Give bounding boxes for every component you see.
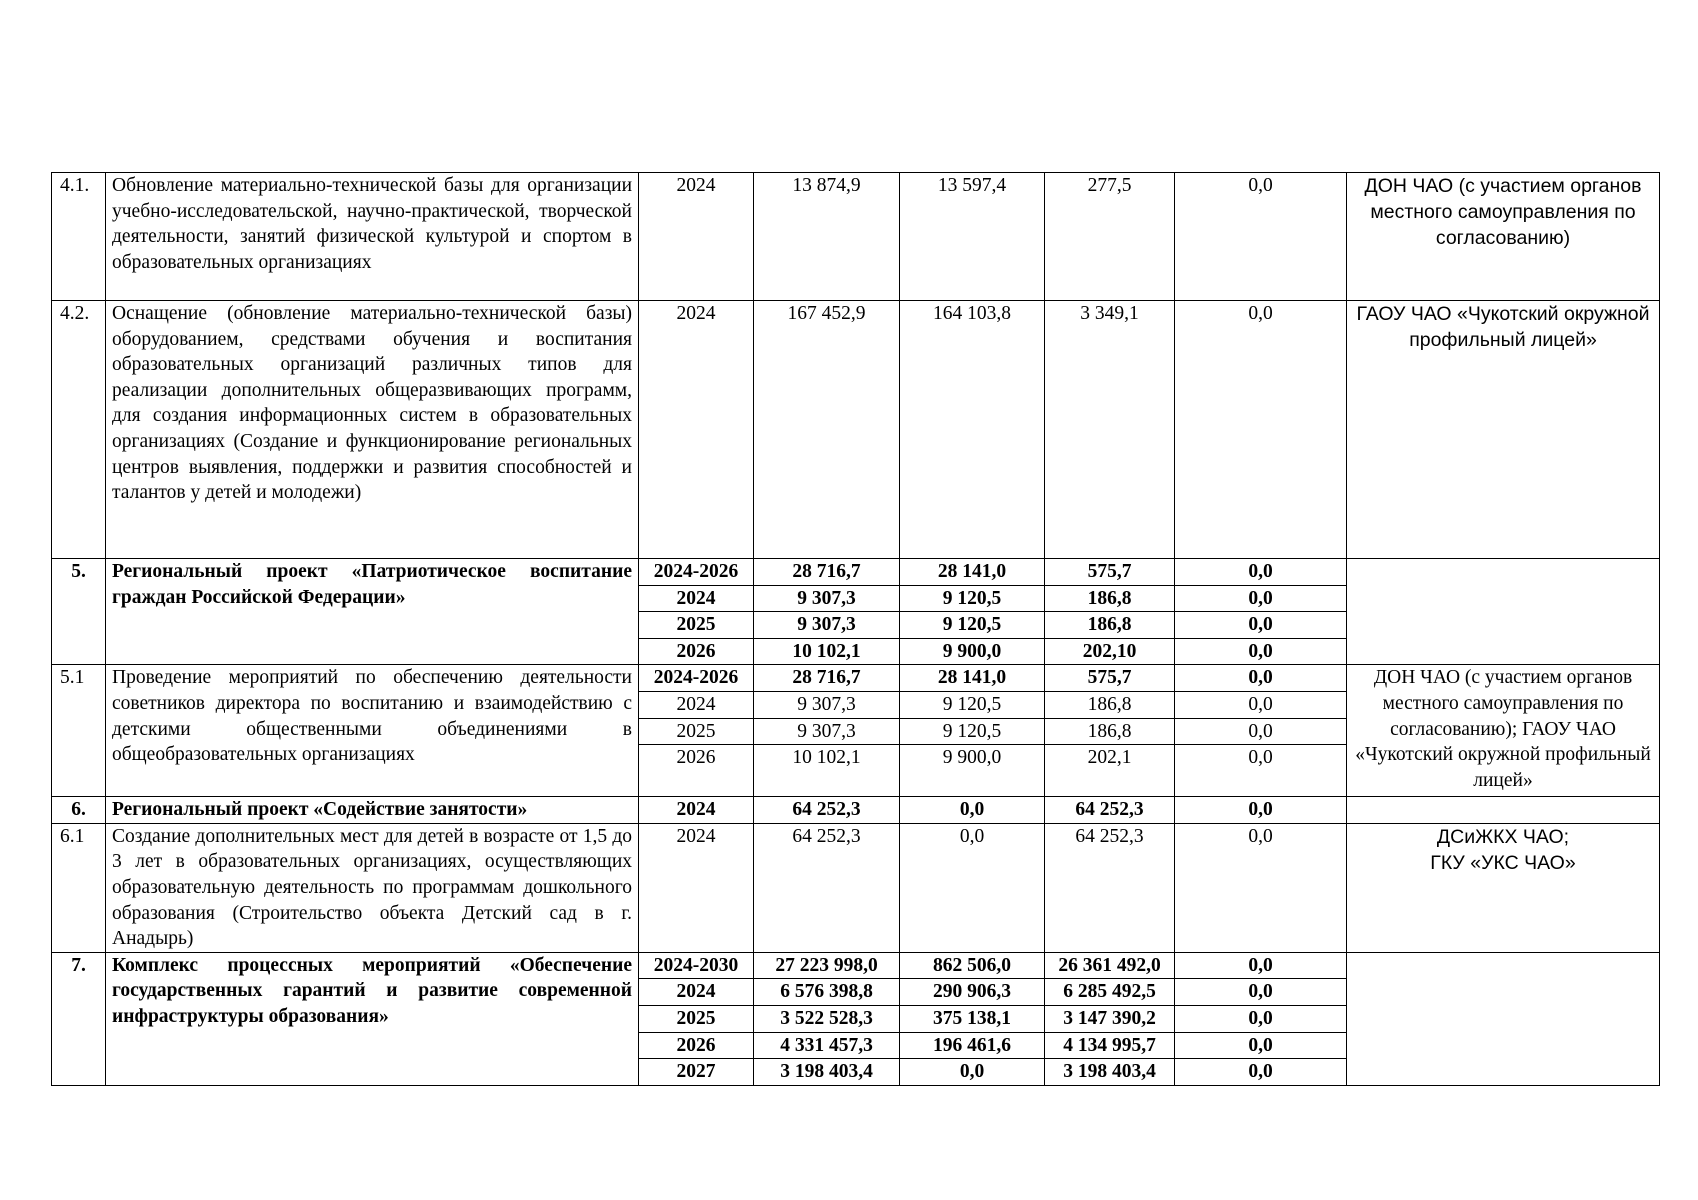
total-cell: 4 331 457,3 xyxy=(754,1032,900,1059)
regional-cell: 202,10 xyxy=(1045,638,1175,665)
year-cell: 2024 xyxy=(639,173,754,301)
other-cell: 0,0 xyxy=(1175,1005,1347,1032)
other-cell: 0,0 xyxy=(1175,952,1347,979)
federal-cell: 9 120,5 xyxy=(900,691,1045,718)
federal-cell: 9 120,5 xyxy=(900,612,1045,639)
year-cell: 2024 xyxy=(639,979,754,1006)
federal-cell: 0,0 xyxy=(900,1059,1045,1086)
year-cell: 2024-2026 xyxy=(639,665,754,692)
federal-cell: 0,0 xyxy=(900,797,1045,824)
other-cell: 0,0 xyxy=(1175,585,1347,612)
table-row xyxy=(52,301,1660,559)
other-cell: 0,0 xyxy=(1175,638,1347,665)
table-row xyxy=(52,952,1660,979)
total-cell: 28 716,7 xyxy=(754,559,900,586)
activity-name: Оснащение (обновление материально-технической базы) оборудованием, средствами обучения и воспитания образовательных организаций различных типов для реализации дополнительных общеразвивающих программ, для создания информационных систем в образовательных организациях (Создание и функционирование региональных центров выявления, поддержки и развития способностей и талантов у детей и молодежи) xyxy=(106,301,639,559)
responsible-cell: ДОН ЧАО (с участием органов местного самоуправления по согласованию) xyxy=(1347,173,1660,301)
other-cell: 0,0 xyxy=(1175,173,1347,301)
responsible-cell xyxy=(1347,559,1660,665)
total-cell: 9 307,3 xyxy=(754,585,900,612)
total-cell: 27 223 998,0 xyxy=(754,952,900,979)
federal-cell: 9 120,5 xyxy=(900,585,1045,612)
table-row xyxy=(52,173,1660,301)
other-cell: 0,0 xyxy=(1175,718,1347,745)
regional-cell: 3 147 390,2 xyxy=(1045,1005,1175,1032)
row-number: 7. xyxy=(52,952,106,1085)
activity-name: Создание дополнительных мест для детей в возрасте от 1,5 до 3 лет в образовательных организациях, осуществляющих образовательную деятельность по программам дошкольного образования (Строительство объекта Детский сад в г. Анадырь) xyxy=(106,823,639,952)
total-cell: 9 307,3 xyxy=(754,612,900,639)
row-number: 6.1 xyxy=(52,823,106,952)
regional-cell: 186,8 xyxy=(1045,718,1175,745)
table-row xyxy=(52,665,1660,692)
responsible-cell xyxy=(1347,952,1660,1085)
total-cell: 64 252,3 xyxy=(754,797,900,824)
federal-cell: 375 138,1 xyxy=(900,1005,1045,1032)
total-cell: 9 307,3 xyxy=(754,691,900,718)
regional-cell: 3 349,1 xyxy=(1045,301,1175,559)
year-cell: 2027 xyxy=(639,1059,754,1086)
federal-cell: 28 141,0 xyxy=(900,665,1045,692)
row-number: 6. xyxy=(52,797,106,824)
activity-name: Обновление материально-технической базы для организации учебно-исследовательской, научно-практической, творческой деятельности, занятий физической культурой и спортом в образовательных организациях xyxy=(106,173,639,301)
year-cell: 2024 xyxy=(639,585,754,612)
year-cell: 2024 xyxy=(639,301,754,559)
project-name: Региональный проект «Содействие занятости» xyxy=(106,797,639,824)
regional-cell: 186,8 xyxy=(1045,585,1175,612)
complex-name: Комплекс процессных мероприятий «Обеспечение государственных гарантий и развитие современной инфраструктуры образования» xyxy=(106,952,639,1085)
activity-name: Проведение мероприятий по обеспечению деятельности советников директора по воспитанию и взаимодействию с детскими общественными объединениями в общеобразовательных организациях xyxy=(106,665,639,797)
regional-cell: 575,7 xyxy=(1045,559,1175,586)
regional-cell: 575,7 xyxy=(1045,665,1175,692)
row-number: 4.1. xyxy=(52,173,106,301)
total-cell: 167 452,9 xyxy=(754,301,900,559)
regional-cell: 202,1 xyxy=(1045,745,1175,797)
total-cell: 3 198 403,4 xyxy=(754,1059,900,1086)
year-cell: 2026 xyxy=(639,638,754,665)
year-cell: 2025 xyxy=(639,1005,754,1032)
federal-cell: 862 506,0 xyxy=(900,952,1045,979)
responsible-cell xyxy=(1347,823,1660,952)
other-cell: 0,0 xyxy=(1175,979,1347,1006)
year-cell: 2024 xyxy=(639,797,754,824)
year-cell: 2024-2026 xyxy=(639,559,754,586)
year-cell: 2024-2030 xyxy=(639,952,754,979)
regional-cell: 6 285 492,5 xyxy=(1045,979,1175,1006)
project-name: Региональный проект «Патриотическое воспитание граждан Российской Федерации» xyxy=(106,559,639,665)
federal-cell: 196 461,6 xyxy=(900,1032,1045,1059)
total-cell: 3 522 528,3 xyxy=(754,1005,900,1032)
other-cell: 0,0 xyxy=(1175,665,1347,692)
other-cell: 0,0 xyxy=(1175,1059,1347,1086)
row-number: 5. xyxy=(52,559,106,665)
federal-cell: 9 900,0 xyxy=(900,745,1045,797)
total-cell: 28 716,7 xyxy=(754,665,900,692)
regional-cell: 186,8 xyxy=(1045,691,1175,718)
year-cell: 2026 xyxy=(639,1032,754,1059)
other-cell: 0,0 xyxy=(1175,1032,1347,1059)
other-cell: 0,0 xyxy=(1175,745,1347,797)
regional-cell: 64 252,3 xyxy=(1045,823,1175,952)
budget-table xyxy=(51,172,1660,1086)
responsible-line: ДСиЖКХ ЧАО; xyxy=(1436,825,1570,848)
responsible-cell: ДОН ЧАО (с участием органов местного самоуправления по согласованию); ГАОУ ЧАО «Чукотский окружной профильный лицей» xyxy=(1347,665,1660,797)
year-cell: 2025 xyxy=(639,612,754,639)
federal-cell: 0,0 xyxy=(900,823,1045,952)
regional-cell: 277,5 xyxy=(1045,173,1175,301)
federal-cell: 290 906,3 xyxy=(900,979,1045,1006)
table-row xyxy=(52,559,1660,586)
regional-cell: 4 134 995,7 xyxy=(1045,1032,1175,1059)
row-number: 5.1 xyxy=(52,665,106,797)
total-cell: 9 307,3 xyxy=(754,718,900,745)
other-cell: 0,0 xyxy=(1175,301,1347,559)
total-cell: 6 576 398,8 xyxy=(754,979,900,1006)
regional-cell: 26 361 492,0 xyxy=(1045,952,1175,979)
row-number: 4.2. xyxy=(52,301,106,559)
other-cell: 0,0 xyxy=(1175,691,1347,718)
federal-cell: 28 141,0 xyxy=(900,559,1045,586)
total-cell: 10 102,1 xyxy=(754,745,900,797)
total-cell: 13 874,9 xyxy=(754,173,900,301)
year-cell: 2025 xyxy=(639,718,754,745)
total-cell: 64 252,3 xyxy=(754,823,900,952)
responsible-line: ГКУ «УКС ЧАО» xyxy=(1430,851,1576,874)
table-row xyxy=(52,797,1660,824)
year-cell: 2024 xyxy=(639,823,754,952)
regional-cell: 3 198 403,4 xyxy=(1045,1059,1175,1086)
other-cell: 0,0 xyxy=(1175,823,1347,952)
table-row xyxy=(52,823,1660,952)
regional-cell: 186,8 xyxy=(1045,612,1175,639)
year-cell: 2026 xyxy=(639,745,754,797)
year-cell: 2024 xyxy=(639,691,754,718)
federal-cell: 9 120,5 xyxy=(900,718,1045,745)
other-cell: 0,0 xyxy=(1175,797,1347,824)
other-cell: 0,0 xyxy=(1175,559,1347,586)
federal-cell: 13 597,4 xyxy=(900,173,1045,301)
responsible-cell xyxy=(1347,797,1660,824)
responsible-cell: ГАОУ ЧАО «Чукотский окружной профильный лицей» xyxy=(1347,301,1660,559)
federal-cell: 164 103,8 xyxy=(900,301,1045,559)
regional-cell: 64 252,3 xyxy=(1045,797,1175,824)
other-cell: 0,0 xyxy=(1175,612,1347,639)
federal-cell: 9 900,0 xyxy=(900,638,1045,665)
total-cell: 10 102,1 xyxy=(754,638,900,665)
